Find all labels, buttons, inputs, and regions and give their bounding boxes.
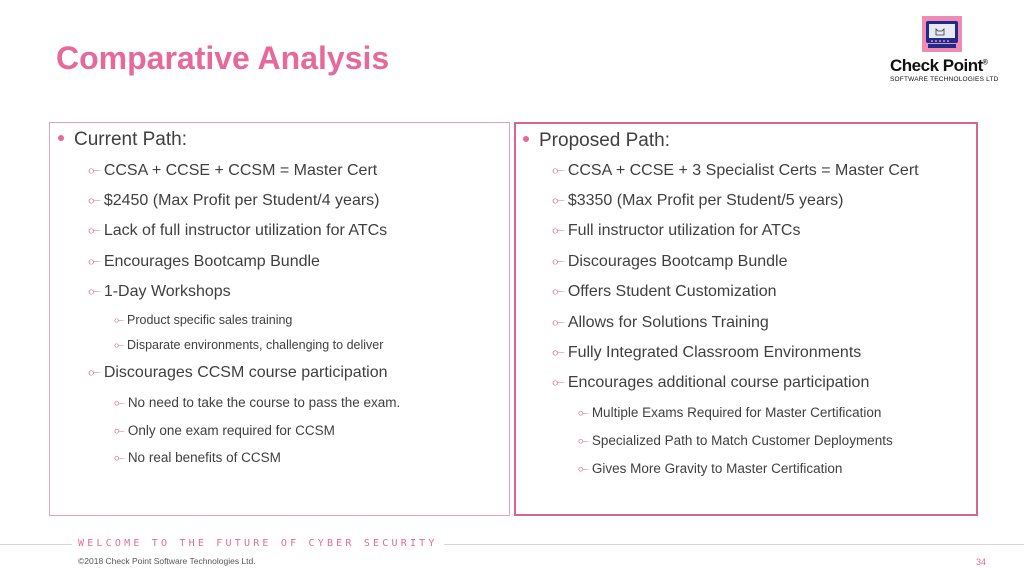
logo-name: Check Point® (890, 56, 988, 75)
arrow-bullet-icon: ⟜ (88, 162, 101, 179)
arrow-bullet-icon: ⟜ (88, 283, 101, 300)
logo-tagline: SOFTWARE TECHNOLOGIES LTD (890, 76, 999, 83)
list-item: ⟜ CCSA + CCSE + CCSM = Master Cert (88, 162, 378, 179)
proposed-path-panel (514, 122, 978, 516)
sub-list-item: ⟜ Disparate environments, challenging to deliver (114, 338, 384, 352)
list-item: ⟜ CCSA + CCSE + 3 Specialist Certs = Master Cert (552, 162, 919, 179)
list-item: ⟜ 1-Day Workshops (88, 283, 231, 300)
list-item: ⟜ $3350 (Max Profit per Student/5 years) (552, 192, 844, 209)
sub-list-item: ⟜ No need to take the course to pass the exam. (114, 395, 401, 410)
arrow-bullet-icon: ⟜ (552, 222, 565, 239)
arrow-bullet-icon: ⟜ (578, 433, 589, 448)
arrow-bullet-icon: ⟜ (88, 192, 101, 209)
arrow-bullet-icon: ⟜ (114, 395, 125, 410)
arrow-bullet-icon: ⟜ (552, 283, 565, 300)
list-item: ⟜ Discourages Bootcamp Bundle (552, 253, 788, 270)
arrow-bullet-icon: ⟜ (114, 338, 125, 352)
sub-list-item: ⟜ Gives More Gravity to Master Certification (578, 461, 843, 476)
list-item: ⟜ $2450 (Max Profit per Student/4 years) (88, 192, 380, 209)
list-item: ⟜ Encourages additional course participation (552, 374, 870, 391)
bullet-icon (58, 135, 64, 141)
copyright-text: ©2018 Check Point Software Technologies Ltd. (78, 556, 256, 566)
proposed-path-heading: Proposed Path: (523, 130, 670, 152)
arrow-bullet-icon: ⟜ (552, 192, 565, 209)
arrow-bullet-icon: ⟜ (552, 374, 565, 391)
arrow-bullet-icon: ⟜ (552, 314, 565, 331)
arrow-bullet-icon: ⟜ (114, 450, 125, 465)
arrow-bullet-icon: ⟜ (88, 253, 101, 270)
list-item: ⟜ Discourages CCSM course participation (88, 364, 388, 381)
list-item: ⟜ Lack of full instructor utilization for ATCs (88, 222, 388, 239)
list-item: ⟜ Offers Student Customization (552, 283, 777, 300)
page-number: 34 (975, 557, 986, 567)
arrow-bullet-icon: ⟜ (552, 253, 565, 270)
arrow-bullet-icon: ⟜ (578, 405, 589, 420)
arrow-bullet-icon: ⟜ (552, 162, 565, 179)
current-path-heading: Current Path: (58, 129, 187, 151)
sub-list-item: ⟜ Only one exam required for CCSM (114, 423, 335, 438)
bullet-icon (523, 136, 529, 142)
computer-cat-icon (922, 16, 962, 52)
slide-title: Comparative Analysis (56, 40, 390, 76)
footer-tagline: WELCOME TO THE FUTURE OF CYBER SECURITY (72, 538, 444, 549)
current-path-panel (49, 122, 510, 516)
sub-list-item: ⟜ Multiple Exams Required for Master Certification (578, 405, 882, 420)
arrow-bullet-icon: ⟜ (88, 222, 101, 239)
list-item: ⟜ Full instructor utilization for ATCs (552, 222, 801, 239)
list-item: ⟜ Allows for Solutions Training (552, 314, 769, 331)
arrow-bullet-icon: ⟜ (578, 461, 589, 476)
sub-list-item: ⟜ Product specific sales training (114, 313, 293, 327)
check-point-logo (888, 16, 1006, 88)
list-item: ⟜ Encourages Bootcamp Bundle (88, 253, 320, 270)
sub-list-item: ⟜ Specialized Path to Match Customer Deployments (578, 433, 893, 448)
arrow-bullet-icon: ⟜ (88, 364, 101, 381)
arrow-bullet-icon: ⟜ (114, 313, 125, 327)
arrow-bullet-icon: ⟜ (114, 423, 125, 438)
sub-list-item: ⟜ No real benefits of CCSM (114, 450, 281, 465)
arrow-bullet-icon: ⟜ (552, 344, 565, 361)
list-item: ⟜ Fully Integrated Classroom Environments (552, 344, 862, 361)
